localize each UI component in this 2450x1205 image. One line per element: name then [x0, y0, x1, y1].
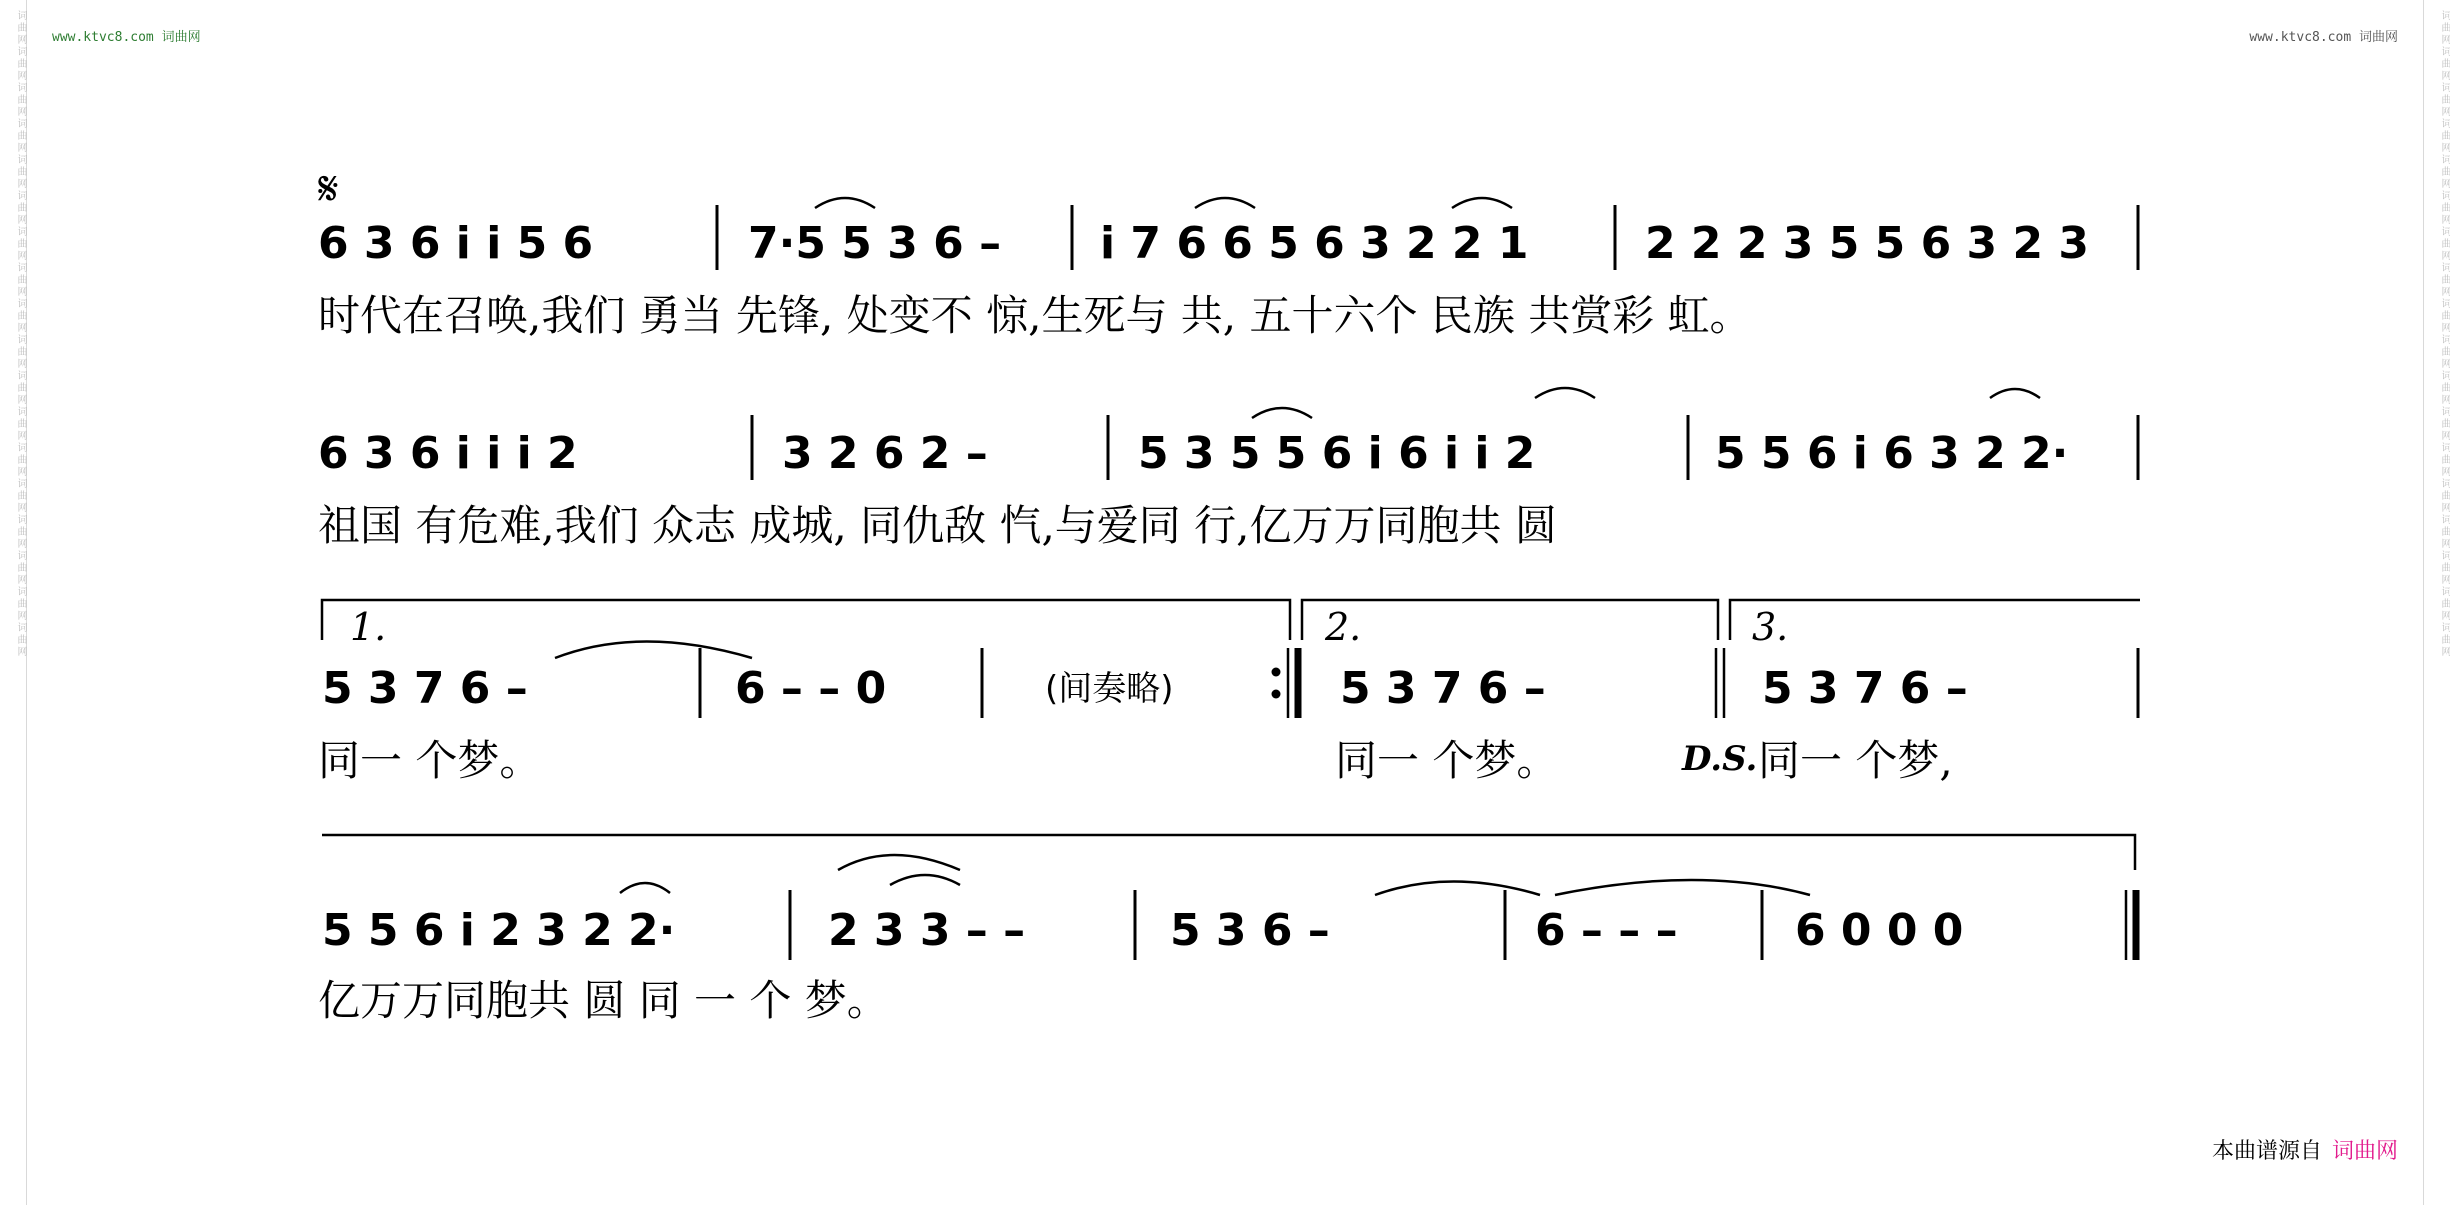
line3-lyric-volta2: 同一 个梦。 — [1335, 736, 1559, 785]
coda-bracket — [322, 835, 2135, 870]
line1-bar2-notes: 7·5 5 3 6 – — [748, 218, 1002, 269]
line3-bar1-notes: 5 3 7 6 – — [322, 663, 528, 714]
volta-3-label: 3. — [1752, 605, 1789, 649]
source-footer — [2212, 1134, 2398, 1165]
tie — [1375, 882, 1540, 896]
line2-bar4-notes: 5 5 6 i 6 3 2 2· — [1715, 428, 2069, 479]
line3-bar2-notes: 6 – – 0 — [735, 663, 887, 714]
line1-bar3-notes: i 7 6 6 5 6 3 2 2 1 — [1100, 218, 1529, 269]
site-name-left[interactable]: 词曲网 — [161, 30, 201, 45]
volta-2-label: 2. — [1325, 605, 1362, 649]
left-margin-watermark: 词曲网词曲网词曲网词曲网词曲网词曲网词曲网词曲网词曲网词曲网词曲网词曲网词曲网词曲网词曲网词曲网词曲网词曲网 — [15, 10, 26, 658]
line-2 — [318, 388, 2138, 550]
line1-bar1-notes: 6 3 6 i i 5 6 — [318, 218, 594, 269]
site-url-right[interactable]: www.ktvc8.com — [2249, 30, 2352, 45]
right-margin-watermark: 词曲网词曲网词曲网词曲网词曲网词曲网词曲网词曲网词曲网词曲网词曲网词曲网词曲网词曲网词曲网词曲网词曲网词曲网 — [2439, 10, 2450, 658]
line3-bar5-notes: 5 3 7 6 – — [1762, 663, 1968, 714]
slur — [815, 198, 875, 208]
line4-bar1-notes: 5 5 6 i 2 3 2 2· — [322, 905, 676, 956]
line1-lyric: 时代在召唤,我们 勇当 先锋, 处变不 惊,生死与 共, 五十六个 民族 共赏彩 虹。 — [318, 291, 1752, 340]
line4-bar2-notes: 2 3 3 – – — [828, 905, 1026, 956]
line4-bar5-notes: 6 0 0 0 — [1795, 905, 1964, 956]
line3-lyric-volta3: 同一 个梦, — [1758, 736, 1953, 785]
line2-bar1-notes: 6 3 6 i i i 2 — [318, 428, 578, 479]
repeat-dot — [1272, 690, 1281, 699]
tie — [838, 855, 960, 870]
tie — [1555, 880, 1810, 895]
volta-1-label: 1. — [350, 605, 387, 649]
volta-2-bracket — [1302, 600, 1718, 640]
line-3 — [318, 600, 2140, 785]
slur — [890, 875, 960, 885]
line4-bar3-notes: 5 3 6 – — [1170, 905, 1330, 956]
slur — [620, 883, 670, 893]
line3-lyric-volta1: 同一 个梦。 — [318, 736, 542, 785]
footer-prefix: 本曲谱源自 — [2211, 1139, 2322, 1164]
line4-bar4-notes: 6 – – – — [1535, 905, 1678, 956]
line2-bar2-notes: 3 2 6 2 – — [782, 428, 988, 479]
volta-1-bracket — [322, 600, 1290, 640]
slur — [1195, 198, 1255, 208]
repeat-dot — [1272, 668, 1281, 677]
line2-lyric: 祖国 有危难,我们 众志 成城, 同仇敌 忾,与爱同 行,亿万万同胞共 圆 — [318, 501, 1557, 550]
interlude-omitted-label: (间奏略) — [1045, 669, 1174, 709]
tie — [555, 642, 752, 659]
line-4 — [318, 835, 2136, 1025]
slur — [1990, 389, 2040, 398]
slur — [1252, 408, 1312, 418]
line2-bar3-notes: 5 3 5 5 6 i 6 i i 2 — [1138, 428, 1536, 479]
segno-sign: 𝄋 — [318, 161, 339, 217]
line3-bar4-notes: 5 3 7 6 – — [1340, 663, 1546, 714]
volta-3-bracket — [1730, 600, 2140, 640]
site-url-left[interactable]: www.ktvc8.com — [52, 30, 154, 45]
slur — [1535, 388, 1595, 398]
site-name-right[interactable]: 词曲网 — [2358, 30, 2398, 45]
line-1 — [318, 198, 2138, 340]
slur — [1452, 198, 1512, 208]
line4-lyric: 亿万万同胞共 圆 同 一 个 梦。 — [318, 976, 889, 1025]
line1-bar4-notes: 2 2 2 3 5 5 6 3 2 3 — [1645, 218, 2090, 269]
footer-brand-link[interactable]: 词曲网 — [2331, 1139, 2398, 1164]
dal-segno-mark: D.S. — [1682, 739, 1758, 779]
